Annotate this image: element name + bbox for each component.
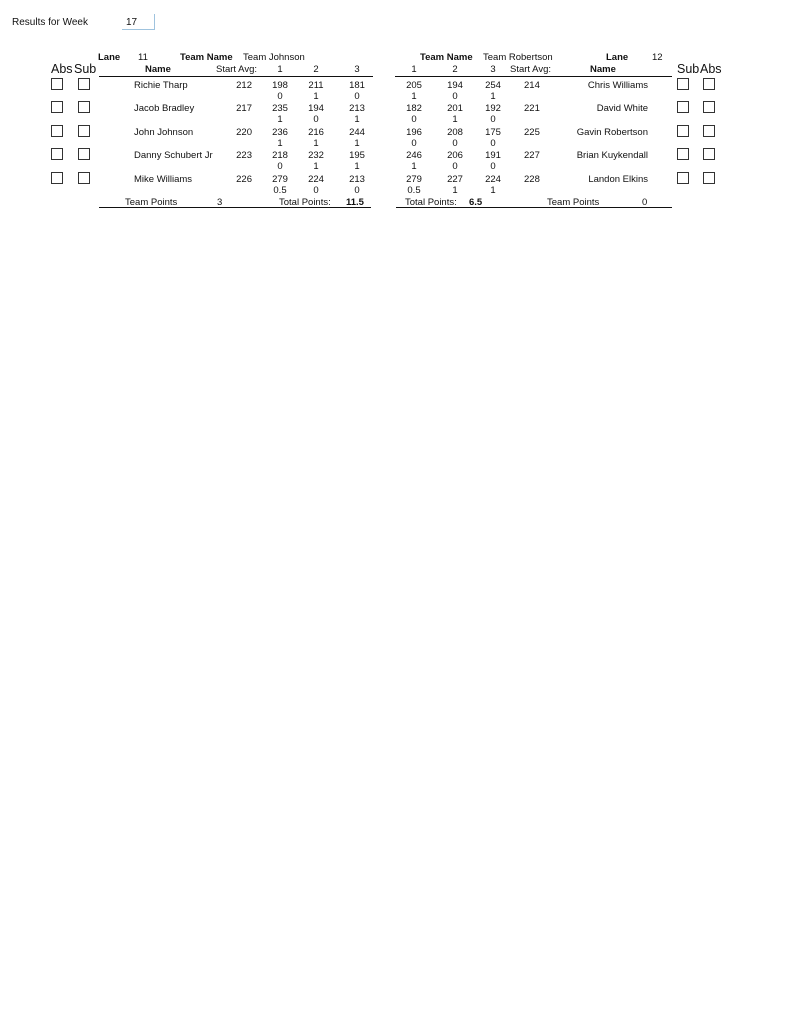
start-avg-left: 223 (236, 150, 252, 161)
player-name-left: Danny Schubert Jr (134, 150, 213, 161)
game-score-right: 224 (485, 174, 501, 185)
game-point-right: 0 (490, 161, 496, 172)
team-points-left: 3 (217, 197, 223, 208)
game-score-right: 205 (406, 80, 422, 91)
game-point-right: 0 (452, 138, 458, 149)
game-point-right: 1 (411, 91, 417, 102)
sub-checkbox-left[interactable] (78, 78, 90, 90)
sub-checkbox-left[interactable] (78, 148, 90, 160)
player-name-right: Gavin Robertson (576, 127, 648, 138)
results-for-week-label: Results for Week (12, 17, 88, 28)
total-points-label-left: Total Points: (279, 197, 331, 208)
start-avg-right: 225 (524, 127, 540, 138)
abs-checkbox-right[interactable] (703, 148, 715, 160)
header-rule-right (395, 76, 672, 77)
game-point-left: 0 (277, 161, 283, 172)
game-score-right: 227 (447, 174, 463, 185)
game-point-left: 0 (277, 91, 283, 102)
game-score-right: 254 (485, 80, 501, 91)
abs-checkbox-left[interactable] (51, 125, 63, 137)
total-points-left: 11.5 (346, 197, 364, 208)
game-point-left: 0 (313, 185, 319, 196)
player-name-right: David White (596, 103, 648, 114)
game-score-left: 279 (272, 174, 288, 185)
team-name-label-left: Team Name (180, 52, 233, 63)
start-avg-right: 228 (524, 174, 540, 185)
start-avg-right: 227 (524, 150, 540, 161)
game-score-left: 232 (308, 150, 324, 161)
game-point-right: 1 (490, 91, 496, 102)
game-score-left: 216 (308, 127, 324, 138)
game-score-right: 208 (447, 127, 463, 138)
sub-header-left: Sub (74, 62, 97, 76)
abs-checkbox-left[interactable] (51, 172, 63, 184)
name-column-header-left: Name (145, 64, 171, 75)
game-point-left: 1 (277, 138, 283, 149)
team-points-right: 0 (642, 197, 648, 208)
start-avg-right: 221 (524, 103, 540, 114)
game-score-right: 192 (485, 103, 501, 114)
game-score-left: 213 (349, 103, 365, 114)
game-3-header-right: 3 (490, 64, 496, 75)
game-score-right: 182 (406, 103, 422, 114)
sub-checkbox-right[interactable] (677, 78, 689, 90)
player-name-right: Chris Williams (587, 80, 648, 91)
team-name-right: Team Robertson (483, 52, 553, 63)
game-point-right: 1 (452, 114, 458, 125)
abs-checkbox-right[interactable] (703, 125, 715, 137)
start-avg-left: 217 (236, 103, 252, 114)
game-point-right: 0 (411, 114, 417, 125)
player-name-left: John Johnson (134, 127, 194, 138)
game-point-right: 0.5 (407, 185, 421, 196)
game-point-right: 0 (490, 138, 496, 149)
game-score-right: 175 (485, 127, 501, 138)
sub-checkbox-right[interactable] (677, 101, 689, 113)
start-avg-left: 220 (236, 127, 252, 138)
player-name-right: Brian Kuykendall (576, 150, 648, 161)
game-2-header-right: 2 (452, 64, 458, 75)
game-score-left: 224 (308, 174, 324, 185)
player-name-right: Landon Elkins (588, 174, 648, 185)
sub-checkbox-left[interactable] (78, 101, 90, 113)
game-score-right: 279 (406, 174, 422, 185)
game-point-right: 0 (411, 138, 417, 149)
player-name-left: Richie Tharp (134, 80, 188, 91)
start-avg-left: 212 (236, 80, 252, 91)
team-name-left: Team Johnson (243, 52, 305, 63)
abs-header-left: Abs (51, 62, 73, 76)
game-1-header-left: 1 (277, 64, 283, 75)
game-score-right: 196 (406, 127, 422, 138)
player-name-left: Mike Williams (134, 174, 193, 185)
sub-checkbox-right[interactable] (677, 172, 689, 184)
sub-checkbox-right[interactable] (677, 148, 689, 160)
game-point-left: 0 (354, 185, 360, 196)
game-score-right: 194 (447, 80, 463, 91)
lane-value-right: 12 (652, 52, 663, 63)
game-point-right: 1 (411, 161, 417, 172)
abs-header-right: Abs (700, 62, 722, 76)
game-point-right: 0 (452, 161, 458, 172)
game-point-left: 1 (313, 161, 319, 172)
game-2-header-left: 2 (313, 64, 319, 75)
game-point-right: 0 (452, 91, 458, 102)
start-avg-left: 226 (236, 174, 252, 185)
team-points-label-right: Team Points (547, 197, 600, 208)
team-points-label-left: Team Points (125, 197, 178, 208)
week-value: 17 (126, 17, 138, 28)
abs-checkbox-left[interactable] (51, 78, 63, 90)
team-name-label-right: Team Name (420, 52, 473, 63)
game-score-left: 236 (272, 127, 288, 138)
game-score-right: 246 (406, 150, 422, 161)
game-score-left: 213 (349, 174, 365, 185)
game-score-right: 206 (447, 150, 463, 161)
abs-checkbox-right[interactable] (703, 172, 715, 184)
game-point-left: 0 (354, 91, 360, 102)
start-avg-header-left: Start Avg: (216, 64, 258, 75)
total-points-right: 6.5 (469, 197, 483, 208)
game-point-right: 0 (490, 114, 496, 125)
game-3-header-left: 3 (354, 64, 360, 75)
header-rule-left (99, 76, 373, 77)
game-score-left: 218 (272, 150, 288, 161)
lane-label-left: Lane (98, 52, 121, 63)
game-score-right: 201 (447, 103, 463, 114)
sub-checkbox-right[interactable] (677, 125, 689, 137)
player-name-left: Jacob Bradley (134, 103, 195, 114)
abs-checkbox-right[interactable] (703, 101, 715, 113)
game-score-right: 191 (485, 150, 501, 161)
game-score-left: 195 (349, 150, 365, 161)
sub-checkbox-left[interactable] (78, 172, 90, 184)
lane-value-left: 11 (138, 52, 148, 63)
game-point-left: 0.5 (273, 185, 287, 196)
game-point-left: 1 (354, 161, 360, 172)
abs-checkbox-left[interactable] (51, 101, 63, 113)
game-point-left: 1 (354, 114, 360, 125)
game-point-left: 0 (313, 114, 319, 125)
game-score-left: 181 (349, 80, 365, 91)
game-1-header-right: 1 (411, 64, 417, 75)
start-avg-header-right: Start Avg: (510, 64, 552, 75)
start-avg-right: 214 (524, 80, 540, 91)
game-point-right: 1 (490, 185, 496, 196)
sub-checkbox-left[interactable] (78, 125, 90, 137)
lane-label-right: Lane (606, 52, 629, 63)
game-score-left: 194 (308, 103, 324, 114)
abs-checkbox-right[interactable] (703, 78, 715, 90)
game-score-left: 211 (308, 80, 324, 91)
name-column-header-right: Name (590, 64, 616, 75)
game-point-right: 1 (452, 185, 458, 196)
game-point-left: 1 (277, 114, 283, 125)
game-point-left: 1 (313, 138, 319, 149)
abs-checkbox-left[interactable] (51, 148, 63, 160)
sub-header-right: Sub (677, 62, 700, 76)
game-score-left: 235 (272, 103, 288, 114)
total-points-label-right: Total Points: (405, 197, 457, 208)
game-score-left: 198 (272, 80, 288, 91)
game-score-left: 244 (349, 127, 365, 138)
game-point-left: 1 (354, 138, 360, 149)
game-point-left: 1 (313, 91, 319, 102)
